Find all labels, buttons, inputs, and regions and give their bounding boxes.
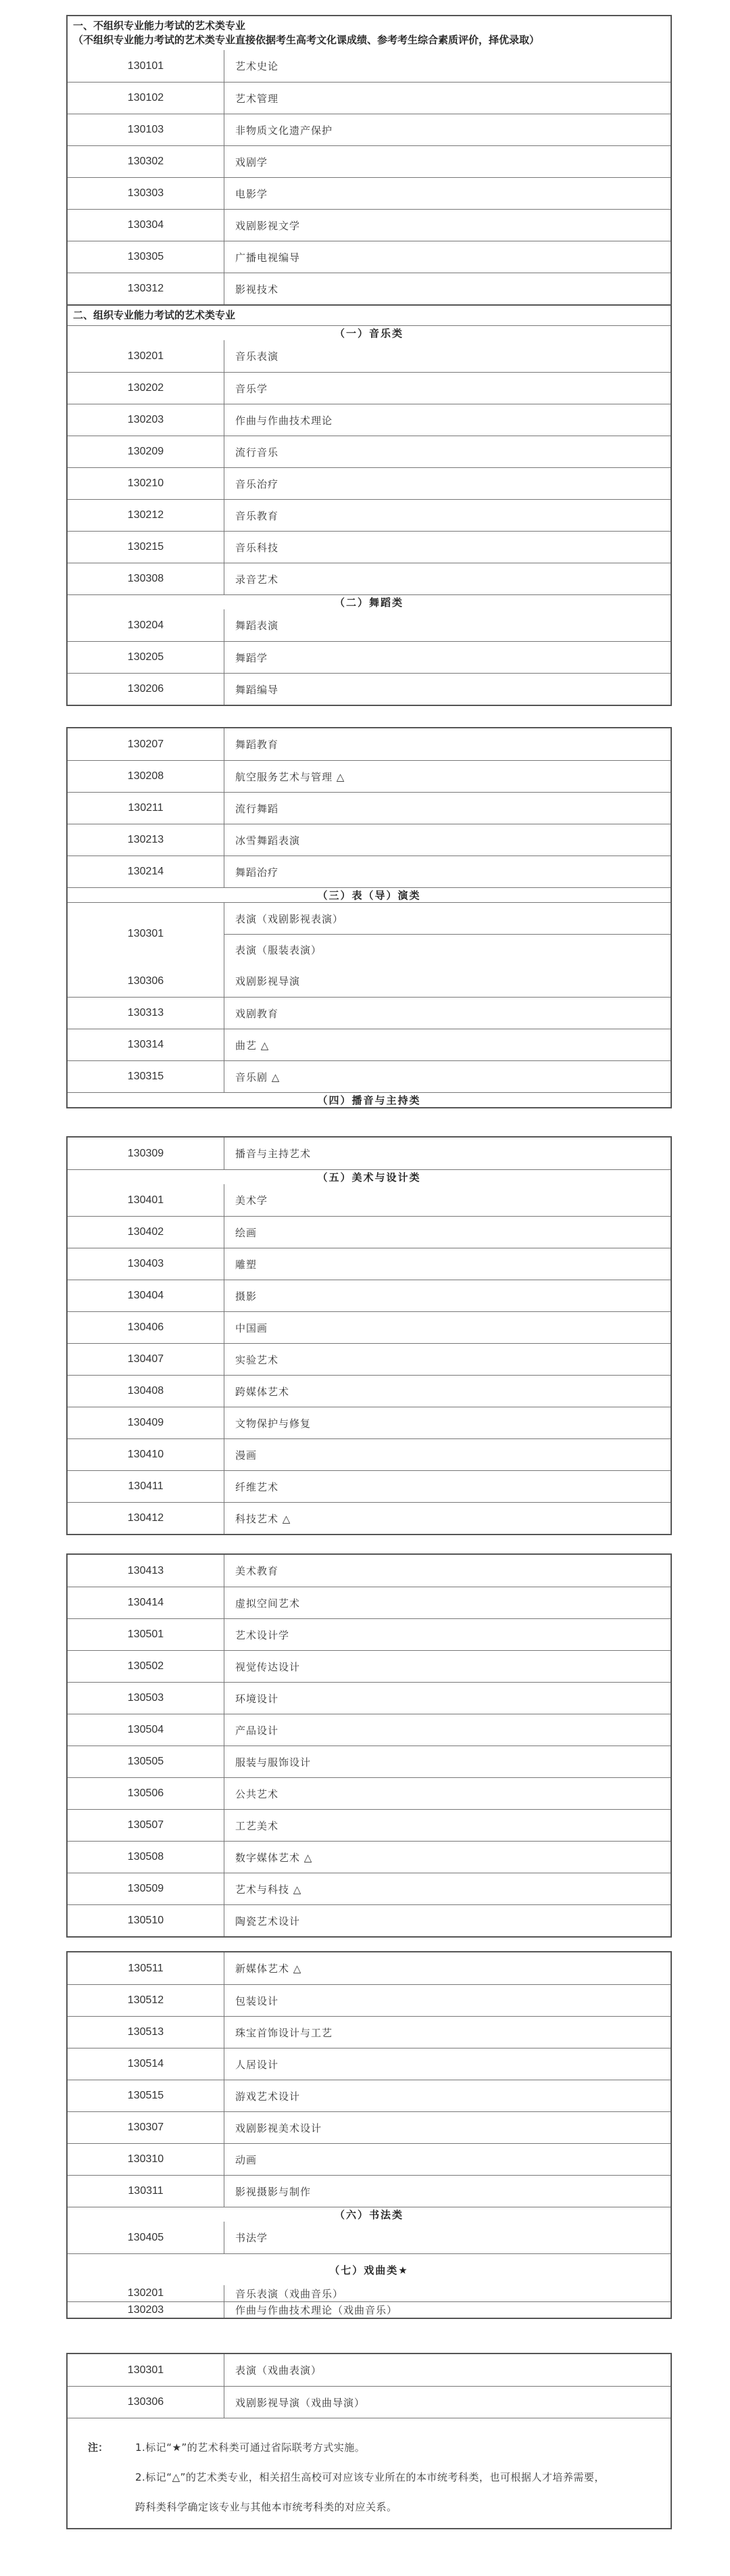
section-1-header [68, 16, 671, 50]
major-code: 130308 [68, 563, 224, 594]
table-row [68, 1216, 671, 1248]
category-calligraphy: （六）书法类 [68, 2207, 671, 2222]
major-code: 130304 [68, 210, 224, 241]
major-code: 130201 [68, 340, 224, 372]
major-code: 130305 [68, 241, 224, 273]
table-row [68, 728, 671, 760]
table-row [68, 50, 671, 82]
major-name: 舞蹈教育 [235, 739, 279, 751]
table-row [68, 1650, 671, 1682]
table-row [68, 241, 671, 273]
major-name: 航空服务艺术与管理 △ [235, 770, 345, 783]
major-code: 130405 [68, 2222, 224, 2253]
major-name: 戏剧影视导演（戏曲导演） [235, 2396, 366, 2409]
note-2b: 跨科类科学确定该专业与其他本市统考科类的对应关系。 [135, 2500, 397, 2513]
major-name: 舞蹈表演 [235, 619, 279, 632]
major-code: 130414 [68, 1587, 224, 1618]
major-name: 人居设计 [235, 2058, 279, 2071]
major-code: 130214 [68, 856, 224, 887]
major-name: 陶瓷艺术设计 [235, 1915, 301, 1927]
major-code: 130101 [68, 50, 224, 82]
major-code: 130306 [68, 965, 224, 997]
major-name: 游戏艺术设计 [235, 2090, 301, 2103]
major-code: 130303 [68, 178, 224, 209]
table-row [68, 1407, 671, 1438]
table-row [68, 1375, 671, 1407]
table-row [68, 2386, 671, 2418]
table-row [68, 2016, 671, 2048]
major-code: 130206 [68, 674, 224, 705]
table-row [68, 1777, 671, 1809]
major-name: 动画 [235, 2153, 258, 2166]
category-fineart: （五）美术与设计类 [68, 1169, 671, 1184]
span-name-1: 表演（戏剧影视表演） [235, 912, 344, 925]
table-row [68, 531, 671, 563]
major-code: 130412 [68, 1503, 224, 1534]
table-section-1 [66, 15, 672, 706]
major-code: 130515 [68, 2080, 224, 2111]
major-code: 130306 [68, 2387, 224, 2418]
major-code: 130210 [68, 468, 224, 499]
table-row [68, 1184, 671, 1216]
table-row [68, 1618, 671, 1650]
major-code: 130514 [68, 2048, 224, 2080]
table-row [68, 1682, 671, 1714]
table-row [68, 1873, 671, 1904]
major-code: 130204 [68, 609, 224, 641]
section-1-title: 一、不组织专业能力考试的艺术类专业 [73, 20, 246, 32]
table-row [68, 1904, 671, 1936]
major-code: 130507 [68, 1810, 224, 1841]
major-name: 工艺美术 [235, 1819, 279, 1832]
table-row [68, 965, 671, 997]
major-name: 跨媒体艺术 [235, 1385, 290, 1398]
table-row [68, 1952, 671, 1984]
major-name: 影视摄影与制作 [235, 2185, 312, 2198]
table-row [68, 2080, 671, 2111]
table-row [68, 1714, 671, 1746]
section-2-title: 二、组织专业能力考试的艺术类专业 [73, 309, 236, 321]
table-row [68, 2354, 671, 2386]
major-code: 130203 [68, 2302, 224, 2318]
major-code: 130207 [68, 728, 224, 760]
table-row [68, 824, 671, 856]
table-block-3 [66, 1136, 672, 1535]
major-name: 音乐表演（戏曲音乐） [235, 2287, 344, 2300]
major-code: 130513 [68, 2017, 224, 2048]
major-code: 130408 [68, 1376, 224, 1407]
table-row [68, 1438, 671, 1470]
table-row [68, 340, 671, 372]
major-code: 130212 [68, 500, 224, 531]
major-name: 产品设计 [235, 1724, 279, 1737]
major-code: 130313 [68, 998, 224, 1029]
table-row [68, 563, 671, 594]
major-name: 艺术设计学 [235, 1629, 290, 1641]
major-name: 戏剧影视文学 [235, 219, 301, 232]
table-row [68, 436, 671, 467]
table-row [68, 673, 671, 705]
major-name: 音乐治疗 [235, 477, 279, 490]
table-row [68, 1311, 671, 1343]
notes-label: 注： [88, 2441, 109, 2454]
table-row [68, 1555, 671, 1587]
major-name: 曲艺 △ [235, 1039, 270, 1052]
major-name: 戏剧影视美术设计 [235, 2122, 322, 2134]
major-name: 视觉传达设计 [235, 1660, 301, 1673]
table-row [68, 467, 671, 499]
major-code: 130511 [68, 1952, 224, 1984]
major-code: 130411 [68, 1471, 224, 1502]
major-code: 130410 [68, 1439, 224, 1470]
major-name: 影视技术 [235, 283, 279, 296]
table-row [68, 792, 671, 824]
major-name: 科技艺术 △ [235, 1512, 291, 1525]
span-code: 130301 [68, 903, 224, 965]
table-row [68, 1029, 671, 1060]
table-row [68, 856, 671, 887]
category-music: （一）音乐类 [68, 325, 671, 340]
major-name: 艺术与科技 △ [235, 1883, 302, 1896]
category-dance: （二）舞蹈类 [68, 594, 671, 609]
table-row [68, 1138, 671, 1169]
major-name: 广播电视编导 [235, 251, 301, 264]
major-name: 流行舞蹈 [235, 802, 279, 815]
major-code: 130215 [68, 532, 224, 563]
major-name: 录音艺术 [235, 573, 279, 586]
major-name: 摄影 [235, 1290, 258, 1303]
table-row [68, 2222, 671, 2253]
span-name-2: 表演（服装表演） [224, 934, 671, 965]
major-code: 130211 [68, 793, 224, 824]
major-name: 美术教育 [235, 1565, 279, 1577]
major-name: 实验艺术 [235, 1353, 279, 1366]
table-row [68, 2285, 671, 2301]
major-code: 130403 [68, 1248, 224, 1280]
major-code: 130502 [68, 1651, 224, 1682]
table-row [68, 404, 671, 436]
major-name: 作曲与作曲技术理论 [235, 414, 333, 427]
table-row [68, 2301, 671, 2318]
table-row [68, 1470, 671, 1502]
major-name: 包装设计 [235, 1994, 279, 2007]
major-code: 130504 [68, 1714, 224, 1746]
major-name: 服装与服饰设计 [235, 1756, 312, 1769]
table-block-5 [66, 1951, 672, 2319]
major-code: 130309 [68, 1138, 224, 1169]
major-name: 绘画 [235, 1226, 258, 1239]
table-row [68, 2048, 671, 2080]
major-name: 音乐学 [235, 382, 268, 395]
major-name: 作曲与作曲技术理论（戏曲音乐） [235, 2304, 398, 2316]
table-row [68, 997, 671, 1029]
note-1: 1.标记“★”的艺术科类可通过省际联考方式实施。 [135, 2441, 366, 2454]
table-row [68, 2175, 671, 2207]
table-row-span [68, 902, 671, 965]
major-code: 130205 [68, 642, 224, 673]
major-name: 戏剧教育 [235, 1007, 279, 1020]
major-code: 130501 [68, 1619, 224, 1650]
major-name: 公共艺术 [235, 1787, 279, 1800]
major-code: 130213 [68, 824, 224, 856]
major-code: 130406 [68, 1312, 224, 1343]
major-name: 虚拟空间艺术 [235, 1597, 301, 1610]
table-row [68, 1984, 671, 2016]
table-row [68, 1841, 671, 1873]
table-row [68, 273, 671, 304]
table-row [68, 1587, 671, 1618]
major-code: 130508 [68, 1842, 224, 1873]
major-code: 130505 [68, 1746, 224, 1777]
major-code: 130402 [68, 1217, 224, 1248]
table-row [68, 641, 671, 673]
major-code: 130512 [68, 1985, 224, 2016]
major-code: 130102 [68, 83, 224, 114]
table-block-6 [66, 2353, 672, 2529]
major-code: 130401 [68, 1184, 224, 1216]
major-code: 130307 [68, 2112, 224, 2143]
major-code: 130201 [68, 2285, 224, 2301]
major-code: 130314 [68, 1029, 224, 1060]
major-name: 音乐剧 △ [235, 1071, 281, 1083]
section-2-header [68, 304, 671, 325]
major-name: 表演（戏曲表演） [235, 2364, 322, 2376]
table-row [68, 609, 671, 641]
note-2a: 2.标记“△”的艺术类专业，相关招生高校可对应该专业所在的本市统考科类，也可根据人才培养需要， [135, 2470, 605, 2483]
major-name: 非物质文化遗产保护 [235, 124, 333, 137]
table-row [68, 2111, 671, 2143]
table-block-2 [66, 727, 672, 1108]
major-name: 漫画 [235, 1449, 258, 1461]
major-name: 冰雪舞蹈表演 [235, 834, 301, 847]
major-code: 130409 [68, 1407, 224, 1438]
category-drama: （三）表（导）演类 [68, 887, 671, 902]
major-name: 音乐教育 [235, 509, 279, 522]
table-row [68, 1060, 671, 1092]
major-code: 130510 [68, 1905, 224, 1936]
table-row [68, 1280, 671, 1311]
major-code: 130208 [68, 761, 224, 792]
major-name: 戏剧学 [235, 156, 268, 168]
major-name: 新媒体艺术 △ [235, 1963, 302, 1975]
table-row [68, 1248, 671, 1280]
major-name: 中国画 [235, 1321, 268, 1334]
table-row [68, 499, 671, 531]
table-row [68, 209, 671, 241]
major-code: 130302 [68, 146, 224, 177]
major-name: 音乐科技 [235, 541, 279, 554]
major-code: 130301 [68, 2354, 224, 2386]
major-name: 文物保护与修复 [235, 1417, 312, 1430]
major-name: 戏剧影视导演 [235, 975, 301, 987]
table-row [68, 114, 671, 145]
category-opera: （七）戏曲类★ [68, 2253, 671, 2285]
major-name: 艺术管理 [235, 92, 279, 105]
table-row [68, 1502, 671, 1534]
major-name: 舞蹈治疗 [235, 866, 279, 879]
notes [68, 2418, 671, 2528]
table-row [68, 82, 671, 114]
table-row [68, 145, 671, 177]
major-code: 130311 [68, 2176, 224, 2207]
table-block-4 [66, 1553, 672, 1938]
major-code: 130203 [68, 404, 224, 436]
major-name: 数字媒体艺术 △ [235, 1851, 313, 1864]
major-code: 130413 [68, 1555, 224, 1587]
section-1-subtitle: （不组织专业能力考试的艺术类专业直接依据考生高考文化课成绩、参考考生综合素质评价，择优录取） [73, 34, 540, 46]
category-broadcast: （四）播音与主持类 [68, 1092, 671, 1107]
major-code: 130209 [68, 436, 224, 467]
table-row [68, 372, 671, 404]
major-name: 纤维艺术 [235, 1480, 279, 1493]
major-name: 雕塑 [235, 1258, 258, 1271]
table-row [68, 2143, 671, 2175]
major-name: 书法学 [235, 2232, 268, 2244]
major-code: 130506 [68, 1778, 224, 1809]
major-name: 流行音乐 [235, 446, 279, 459]
major-name: 美术学 [235, 1194, 268, 1207]
major-name: 环境设计 [235, 1692, 279, 1705]
major-code: 130407 [68, 1344, 224, 1375]
table-row [68, 1343, 671, 1375]
major-code: 130315 [68, 1061, 224, 1092]
table-row [68, 1809, 671, 1841]
major-name: 舞蹈学 [235, 651, 268, 664]
major-code: 130404 [68, 1280, 224, 1311]
table-row [68, 177, 671, 209]
major-name: 珠宝首饰设计与工艺 [235, 2026, 333, 2039]
table-row [68, 1746, 671, 1777]
major-code: 130509 [68, 1873, 224, 1904]
table-row [68, 760, 671, 792]
major-name: 舞蹈编导 [235, 683, 279, 696]
major-code: 130310 [68, 2144, 224, 2175]
major-code: 130503 [68, 1683, 224, 1714]
major-name: 音乐表演 [235, 350, 279, 362]
major-name: 播音与主持艺术 [235, 1148, 312, 1160]
major-name: 艺术史论 [235, 60, 279, 72]
major-name: 电影学 [235, 187, 268, 200]
major-code: 130103 [68, 114, 224, 145]
major-code: 130202 [68, 373, 224, 404]
major-code: 130312 [68, 273, 224, 304]
